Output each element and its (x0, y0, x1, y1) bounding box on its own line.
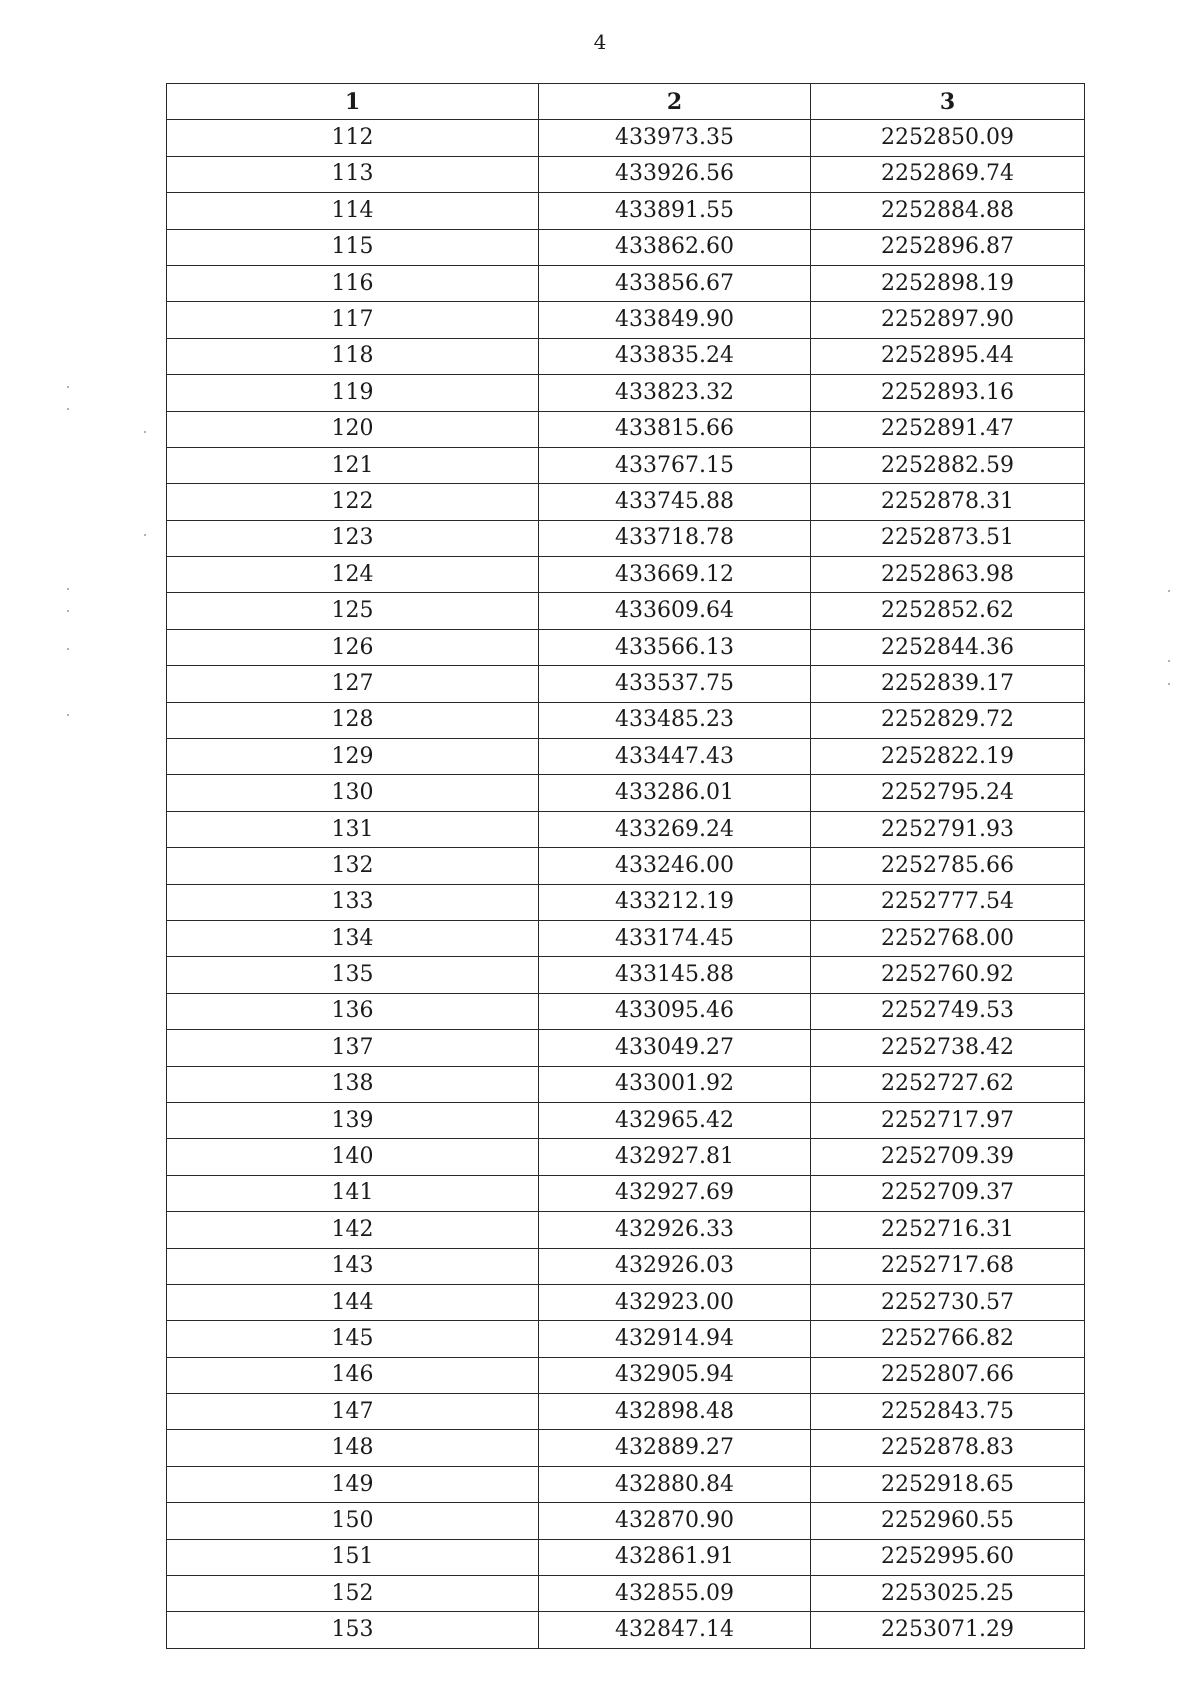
point-number-cell: 137 (167, 1030, 539, 1066)
coordinates-table (166, 83, 1085, 1649)
x-coordinate-cell: 432926.03 (539, 1248, 811, 1284)
x-coordinate-cell: 433246.00 (539, 848, 811, 884)
y-coordinate-cell: 2252730.57 (811, 1284, 1085, 1320)
y-coordinate-cell: 2252822.19 (811, 739, 1085, 775)
y-coordinate-cell: 2252898.19 (811, 265, 1085, 301)
y-coordinate-cell: 2252709.37 (811, 1175, 1085, 1211)
table-row (167, 811, 1085, 847)
table-row (167, 1212, 1085, 1248)
point-number-cell: 152 (167, 1576, 539, 1612)
x-coordinate-cell: 432889.27 (539, 1430, 811, 1466)
point-number-cell: 124 (167, 557, 539, 593)
table-row (167, 629, 1085, 665)
y-coordinate-cell: 2252717.68 (811, 1248, 1085, 1284)
point-number-cell: 144 (167, 1284, 539, 1320)
y-coordinate-cell: 2252869.74 (811, 156, 1085, 192)
x-coordinate-cell: 433212.19 (539, 884, 811, 920)
y-coordinate-cell: 2252878.83 (811, 1430, 1085, 1466)
point-number-cell: 139 (167, 1102, 539, 1138)
x-coordinate-cell: 433095.46 (539, 993, 811, 1029)
table-row (167, 1357, 1085, 1393)
y-coordinate-cell: 2252918.65 (811, 1466, 1085, 1502)
page-number: 4 (593, 30, 607, 54)
x-coordinate-cell: 432905.94 (539, 1357, 811, 1393)
y-coordinate-cell: 2252760.92 (811, 957, 1085, 993)
x-coordinate-cell: 433767.15 (539, 447, 811, 483)
y-coordinate-cell: 2252878.31 (811, 484, 1085, 520)
y-coordinate-cell: 2252843.75 (811, 1394, 1085, 1430)
table-row (167, 957, 1085, 993)
y-coordinate-cell: 2252844.36 (811, 629, 1085, 665)
point-number-cell: 146 (167, 1357, 539, 1393)
point-number-cell: 128 (167, 702, 539, 738)
y-coordinate-cell: 2252884.88 (811, 193, 1085, 229)
point-number-cell: 134 (167, 920, 539, 956)
y-coordinate-cell: 2252709.39 (811, 1139, 1085, 1175)
point-number-cell: 112 (167, 120, 539, 156)
table-row (167, 156, 1085, 192)
point-number-cell: 143 (167, 1248, 539, 1284)
x-coordinate-cell: 433174.45 (539, 920, 811, 956)
point-number-cell: 150 (167, 1503, 539, 1539)
y-coordinate-cell: 2253025.25 (811, 1576, 1085, 1612)
y-coordinate-cell: 2252863.98 (811, 557, 1085, 593)
x-coordinate-cell: 433286.01 (539, 775, 811, 811)
table-row (167, 447, 1085, 483)
y-coordinate-cell: 2252891.47 (811, 411, 1085, 447)
point-number-cell: 122 (167, 484, 539, 520)
table-header-row (167, 84, 1085, 120)
x-coordinate-cell: 432855.09 (539, 1576, 811, 1612)
point-number-cell: 140 (167, 1139, 539, 1175)
x-coordinate-cell: 433815.66 (539, 411, 811, 447)
point-number-cell: 132 (167, 848, 539, 884)
x-coordinate-cell: 433862.60 (539, 229, 811, 265)
table-row (167, 1503, 1085, 1539)
x-coordinate-cell: 433145.88 (539, 957, 811, 993)
table-row (167, 375, 1085, 411)
table-row (167, 1612, 1085, 1648)
table-row (167, 666, 1085, 702)
point-number-cell: 148 (167, 1430, 539, 1466)
x-coordinate-cell: 433926.56 (539, 156, 811, 192)
x-coordinate-cell: 433566.13 (539, 629, 811, 665)
point-number-cell: 121 (167, 447, 539, 483)
y-coordinate-cell: 2252716.31 (811, 1212, 1085, 1248)
table-row (167, 557, 1085, 593)
scan-speck (144, 431, 146, 433)
y-coordinate-cell: 2252882.59 (811, 447, 1085, 483)
point-number-cell: 153 (167, 1612, 539, 1648)
point-number-cell: 145 (167, 1321, 539, 1357)
table-row (167, 1394, 1085, 1430)
x-coordinate-cell: 433001.92 (539, 1066, 811, 1102)
y-coordinate-cell: 2252850.09 (811, 120, 1085, 156)
y-coordinate-cell: 2252852.62 (811, 593, 1085, 629)
x-coordinate-cell: 432914.94 (539, 1321, 811, 1357)
table-row (167, 338, 1085, 374)
table-row (167, 1139, 1085, 1175)
x-coordinate-cell: 433269.24 (539, 811, 811, 847)
x-coordinate-cell: 433447.43 (539, 739, 811, 775)
x-coordinate-cell: 433891.55 (539, 193, 811, 229)
table-row (167, 1248, 1085, 1284)
table-row (167, 1030, 1085, 1066)
table-row (167, 120, 1085, 156)
x-coordinate-cell: 432898.48 (539, 1394, 811, 1430)
table-row (167, 1175, 1085, 1211)
table-row (167, 775, 1085, 811)
column-header-x: 2 (539, 84, 811, 120)
point-number-cell: 113 (167, 156, 539, 192)
point-number-cell: 130 (167, 775, 539, 811)
table-row (167, 1066, 1085, 1102)
point-number-cell: 135 (167, 957, 539, 993)
point-number-cell: 149 (167, 1466, 539, 1502)
table-row (167, 302, 1085, 338)
x-coordinate-cell: 432870.90 (539, 1503, 811, 1539)
y-coordinate-cell: 2252896.87 (811, 229, 1085, 265)
y-coordinate-cell: 2252960.55 (811, 1503, 1085, 1539)
scan-speck (1168, 590, 1170, 592)
x-coordinate-cell: 432847.14 (539, 1612, 811, 1648)
scan-speck (67, 648, 69, 650)
y-coordinate-cell: 2252897.90 (811, 302, 1085, 338)
y-coordinate-cell: 2252895.44 (811, 338, 1085, 374)
point-number-cell: 151 (167, 1539, 539, 1575)
y-coordinate-cell: 2252795.24 (811, 775, 1085, 811)
table-row (167, 265, 1085, 301)
x-coordinate-cell: 433718.78 (539, 520, 811, 556)
x-coordinate-cell: 433849.90 (539, 302, 811, 338)
y-coordinate-cell: 2252717.97 (811, 1102, 1085, 1138)
point-number-cell: 138 (167, 1066, 539, 1102)
point-number-cell: 117 (167, 302, 539, 338)
table-row (167, 484, 1085, 520)
table-row (167, 229, 1085, 265)
table-row (167, 1576, 1085, 1612)
table-row (167, 848, 1085, 884)
table-row (167, 1430, 1085, 1466)
table-row (167, 884, 1085, 920)
scan-speck (67, 386, 69, 388)
x-coordinate-cell: 433049.27 (539, 1030, 811, 1066)
y-coordinate-cell: 2252768.00 (811, 920, 1085, 956)
table-row (167, 920, 1085, 956)
column-header-point: 1 (167, 84, 539, 120)
table-row (167, 520, 1085, 556)
y-coordinate-cell: 2252995.60 (811, 1539, 1085, 1575)
table-row (167, 702, 1085, 738)
x-coordinate-cell: 433485.23 (539, 702, 811, 738)
scan-speck (67, 408, 69, 410)
point-number-cell: 120 (167, 411, 539, 447)
table-row (167, 993, 1085, 1029)
column-header-y: 3 (811, 84, 1085, 120)
x-coordinate-cell: 433973.35 (539, 120, 811, 156)
scan-speck (67, 714, 69, 716)
point-number-cell: 129 (167, 739, 539, 775)
point-number-cell: 116 (167, 265, 539, 301)
scan-speck (1168, 660, 1170, 662)
point-number-cell: 114 (167, 193, 539, 229)
x-coordinate-cell: 433835.24 (539, 338, 811, 374)
table-row (167, 1321, 1085, 1357)
point-number-cell: 125 (167, 593, 539, 629)
table-row (167, 739, 1085, 775)
y-coordinate-cell: 2252791.93 (811, 811, 1085, 847)
y-coordinate-cell: 2252727.62 (811, 1066, 1085, 1102)
table-row (167, 1284, 1085, 1320)
x-coordinate-cell: 432927.69 (539, 1175, 811, 1211)
table-row (167, 1466, 1085, 1502)
point-number-cell: 147 (167, 1394, 539, 1430)
table-row (167, 411, 1085, 447)
y-coordinate-cell: 2252839.17 (811, 666, 1085, 702)
point-number-cell: 133 (167, 884, 539, 920)
x-coordinate-cell: 432880.84 (539, 1466, 811, 1502)
y-coordinate-cell: 2253071.29 (811, 1612, 1085, 1648)
y-coordinate-cell: 2252766.82 (811, 1321, 1085, 1357)
x-coordinate-cell: 432927.81 (539, 1139, 811, 1175)
y-coordinate-cell: 2252893.16 (811, 375, 1085, 411)
y-coordinate-cell: 2252785.66 (811, 848, 1085, 884)
x-coordinate-cell: 432861.91 (539, 1539, 811, 1575)
x-coordinate-cell: 432923.00 (539, 1284, 811, 1320)
point-number-cell: 119 (167, 375, 539, 411)
x-coordinate-cell: 433537.75 (539, 666, 811, 702)
y-coordinate-cell: 2252749.53 (811, 993, 1085, 1029)
y-coordinate-cell: 2252777.54 (811, 884, 1085, 920)
scan-speck (1168, 683, 1170, 685)
x-coordinate-cell: 432965.42 (539, 1102, 811, 1138)
x-coordinate-cell: 433823.32 (539, 375, 811, 411)
y-coordinate-cell: 2252873.51 (811, 520, 1085, 556)
point-number-cell: 142 (167, 1212, 539, 1248)
point-number-cell: 118 (167, 338, 539, 374)
x-coordinate-cell: 432926.33 (539, 1212, 811, 1248)
point-number-cell: 136 (167, 993, 539, 1029)
point-number-cell: 127 (167, 666, 539, 702)
table-row (167, 193, 1085, 229)
y-coordinate-cell: 2252829.72 (811, 702, 1085, 738)
scan-speck (67, 588, 69, 590)
scan-speck (67, 610, 69, 612)
table-row (167, 1539, 1085, 1575)
point-number-cell: 141 (167, 1175, 539, 1211)
x-coordinate-cell: 433609.64 (539, 593, 811, 629)
table-row (167, 1102, 1085, 1138)
y-coordinate-cell: 2252738.42 (811, 1030, 1085, 1066)
point-number-cell: 131 (167, 811, 539, 847)
table-body (167, 120, 1085, 1648)
x-coordinate-cell: 433856.67 (539, 265, 811, 301)
scan-speck (144, 534, 146, 536)
point-number-cell: 115 (167, 229, 539, 265)
y-coordinate-cell: 2252807.66 (811, 1357, 1085, 1393)
point-number-cell: 126 (167, 629, 539, 665)
point-number-cell: 123 (167, 520, 539, 556)
x-coordinate-cell: 433745.88 (539, 484, 811, 520)
x-coordinate-cell: 433669.12 (539, 557, 811, 593)
table-row (167, 593, 1085, 629)
